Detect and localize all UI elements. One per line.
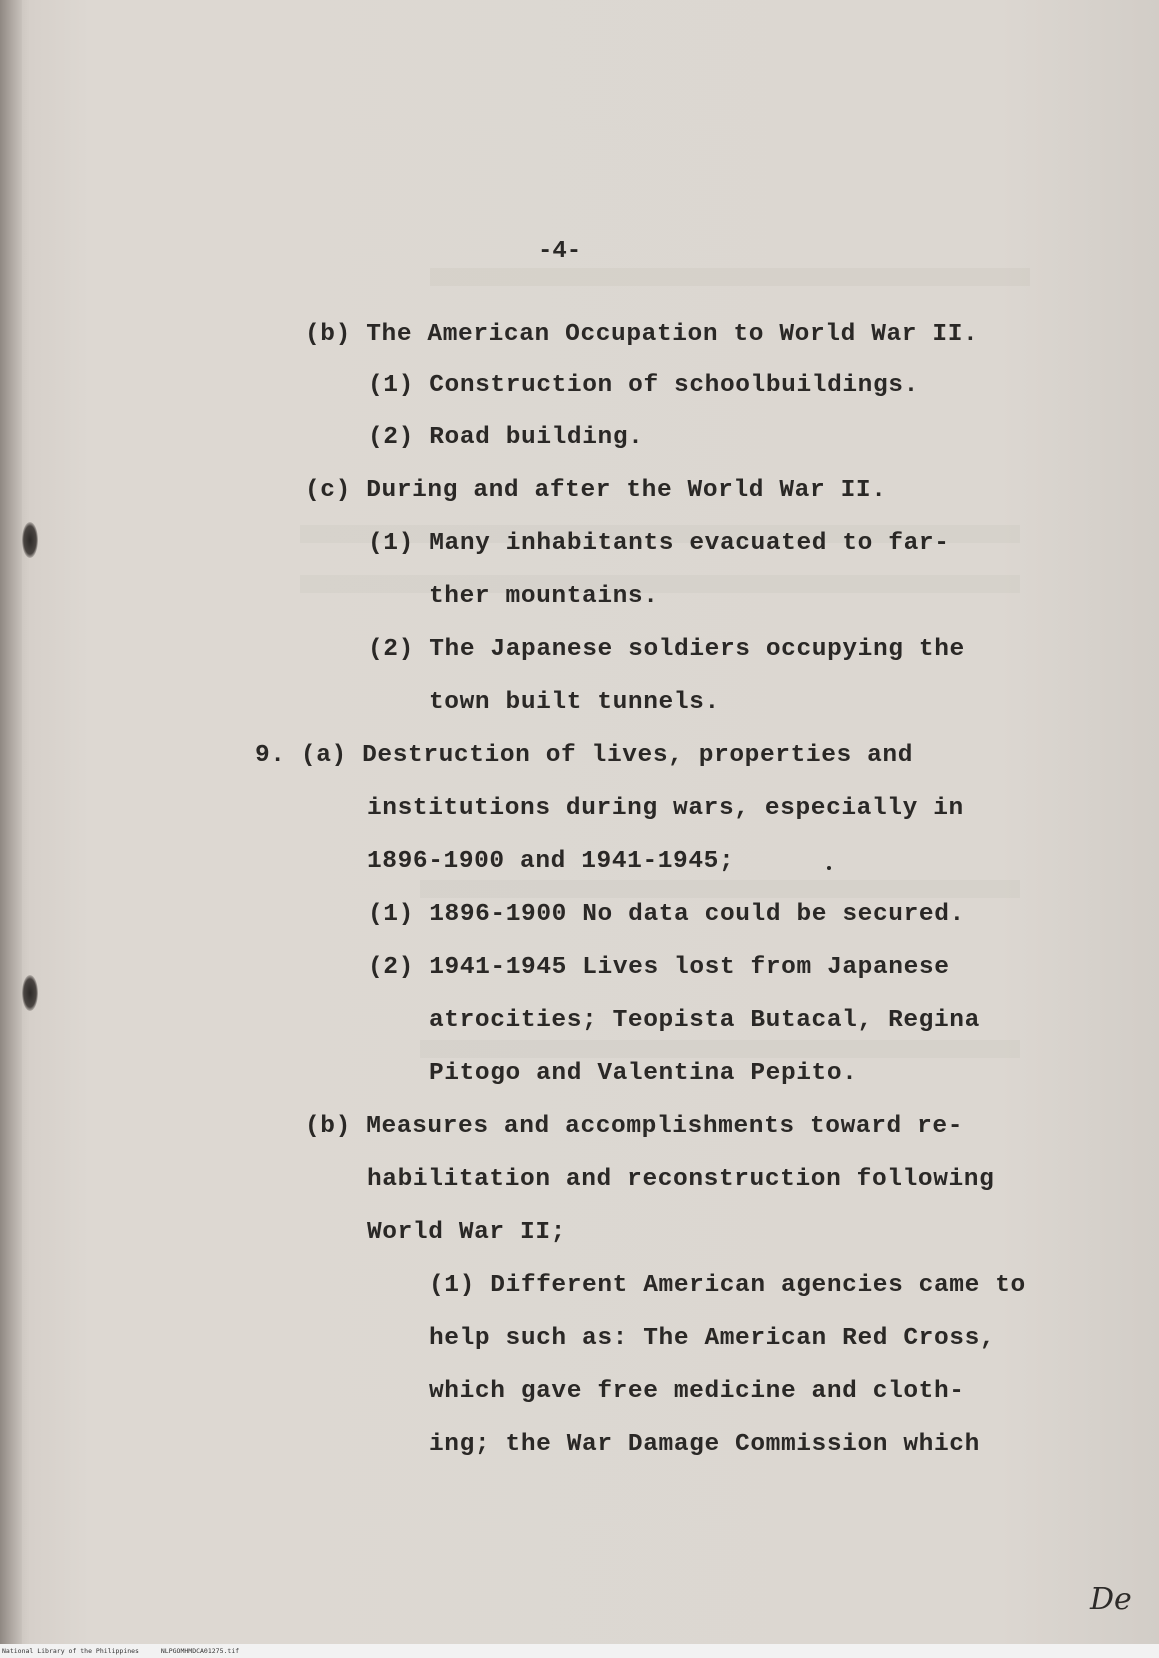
text-line: ther mountains.: [429, 583, 659, 610]
text-line: (c) During and after the World War II.: [305, 477, 887, 504]
stray-mark: [827, 866, 831, 870]
bleed-through: [300, 575, 1020, 593]
text-line: atrocities; Teopista Butacal, Regina: [429, 1007, 980, 1034]
binding-hole: [22, 522, 38, 558]
text-line: (1) Construction of schoolbuildings.: [368, 372, 919, 399]
page-binding-edge: [0, 0, 22, 1658]
text-line: ing; the War Damage Commission which: [429, 1431, 980, 1458]
text-line: (1) Many inhabitants evacuated to far-: [368, 530, 950, 557]
text-line: (b) The American Occupation to World War II.: [305, 321, 979, 348]
page-number: -4-: [538, 238, 582, 265]
text-line: Pitogo and Valentina Pepito.: [429, 1060, 858, 1087]
scan-footer: [0, 1644, 1159, 1658]
footer-filename: NLPGOMHMDCA01275.tif: [160, 1647, 240, 1655]
text-line: (2) Road building.: [368, 424, 644, 451]
text-line: (1) Different American agencies came to: [429, 1272, 1026, 1299]
text-line: 9. (a) Destruction of lives, properties and: [255, 742, 914, 769]
handwritten-initials: De: [1090, 1582, 1132, 1617]
text-line: (1) 1896-1900 No data could be secured.: [368, 901, 965, 928]
text-line: (2) The Japanese soldiers occupying the: [368, 636, 965, 663]
text-line: which gave free medicine and cloth-: [429, 1378, 965, 1405]
text-line: (2) 1941-1945 Lives lost from Japanese: [368, 954, 950, 981]
text-line: help such as: The American Red Cross,: [429, 1325, 996, 1352]
bleed-through: [420, 880, 1020, 898]
text-line: habilitation and reconstruction following: [367, 1166, 995, 1193]
binding-hole: [22, 975, 38, 1011]
bleed-through: [420, 1040, 1020, 1058]
bleed-through: [430, 268, 1030, 286]
text-line: (b) Measures and accomplishments toward re-: [305, 1113, 964, 1140]
text-line: town built tunnels.: [429, 689, 720, 716]
footer-library: National Library of the Philippines: [2, 1647, 139, 1655]
text-line: World War II;: [367, 1219, 566, 1246]
text-line: institutions during wars, especially in: [367, 795, 964, 822]
text-line: 1896-1900 and 1941-1945;: [367, 848, 735, 875]
